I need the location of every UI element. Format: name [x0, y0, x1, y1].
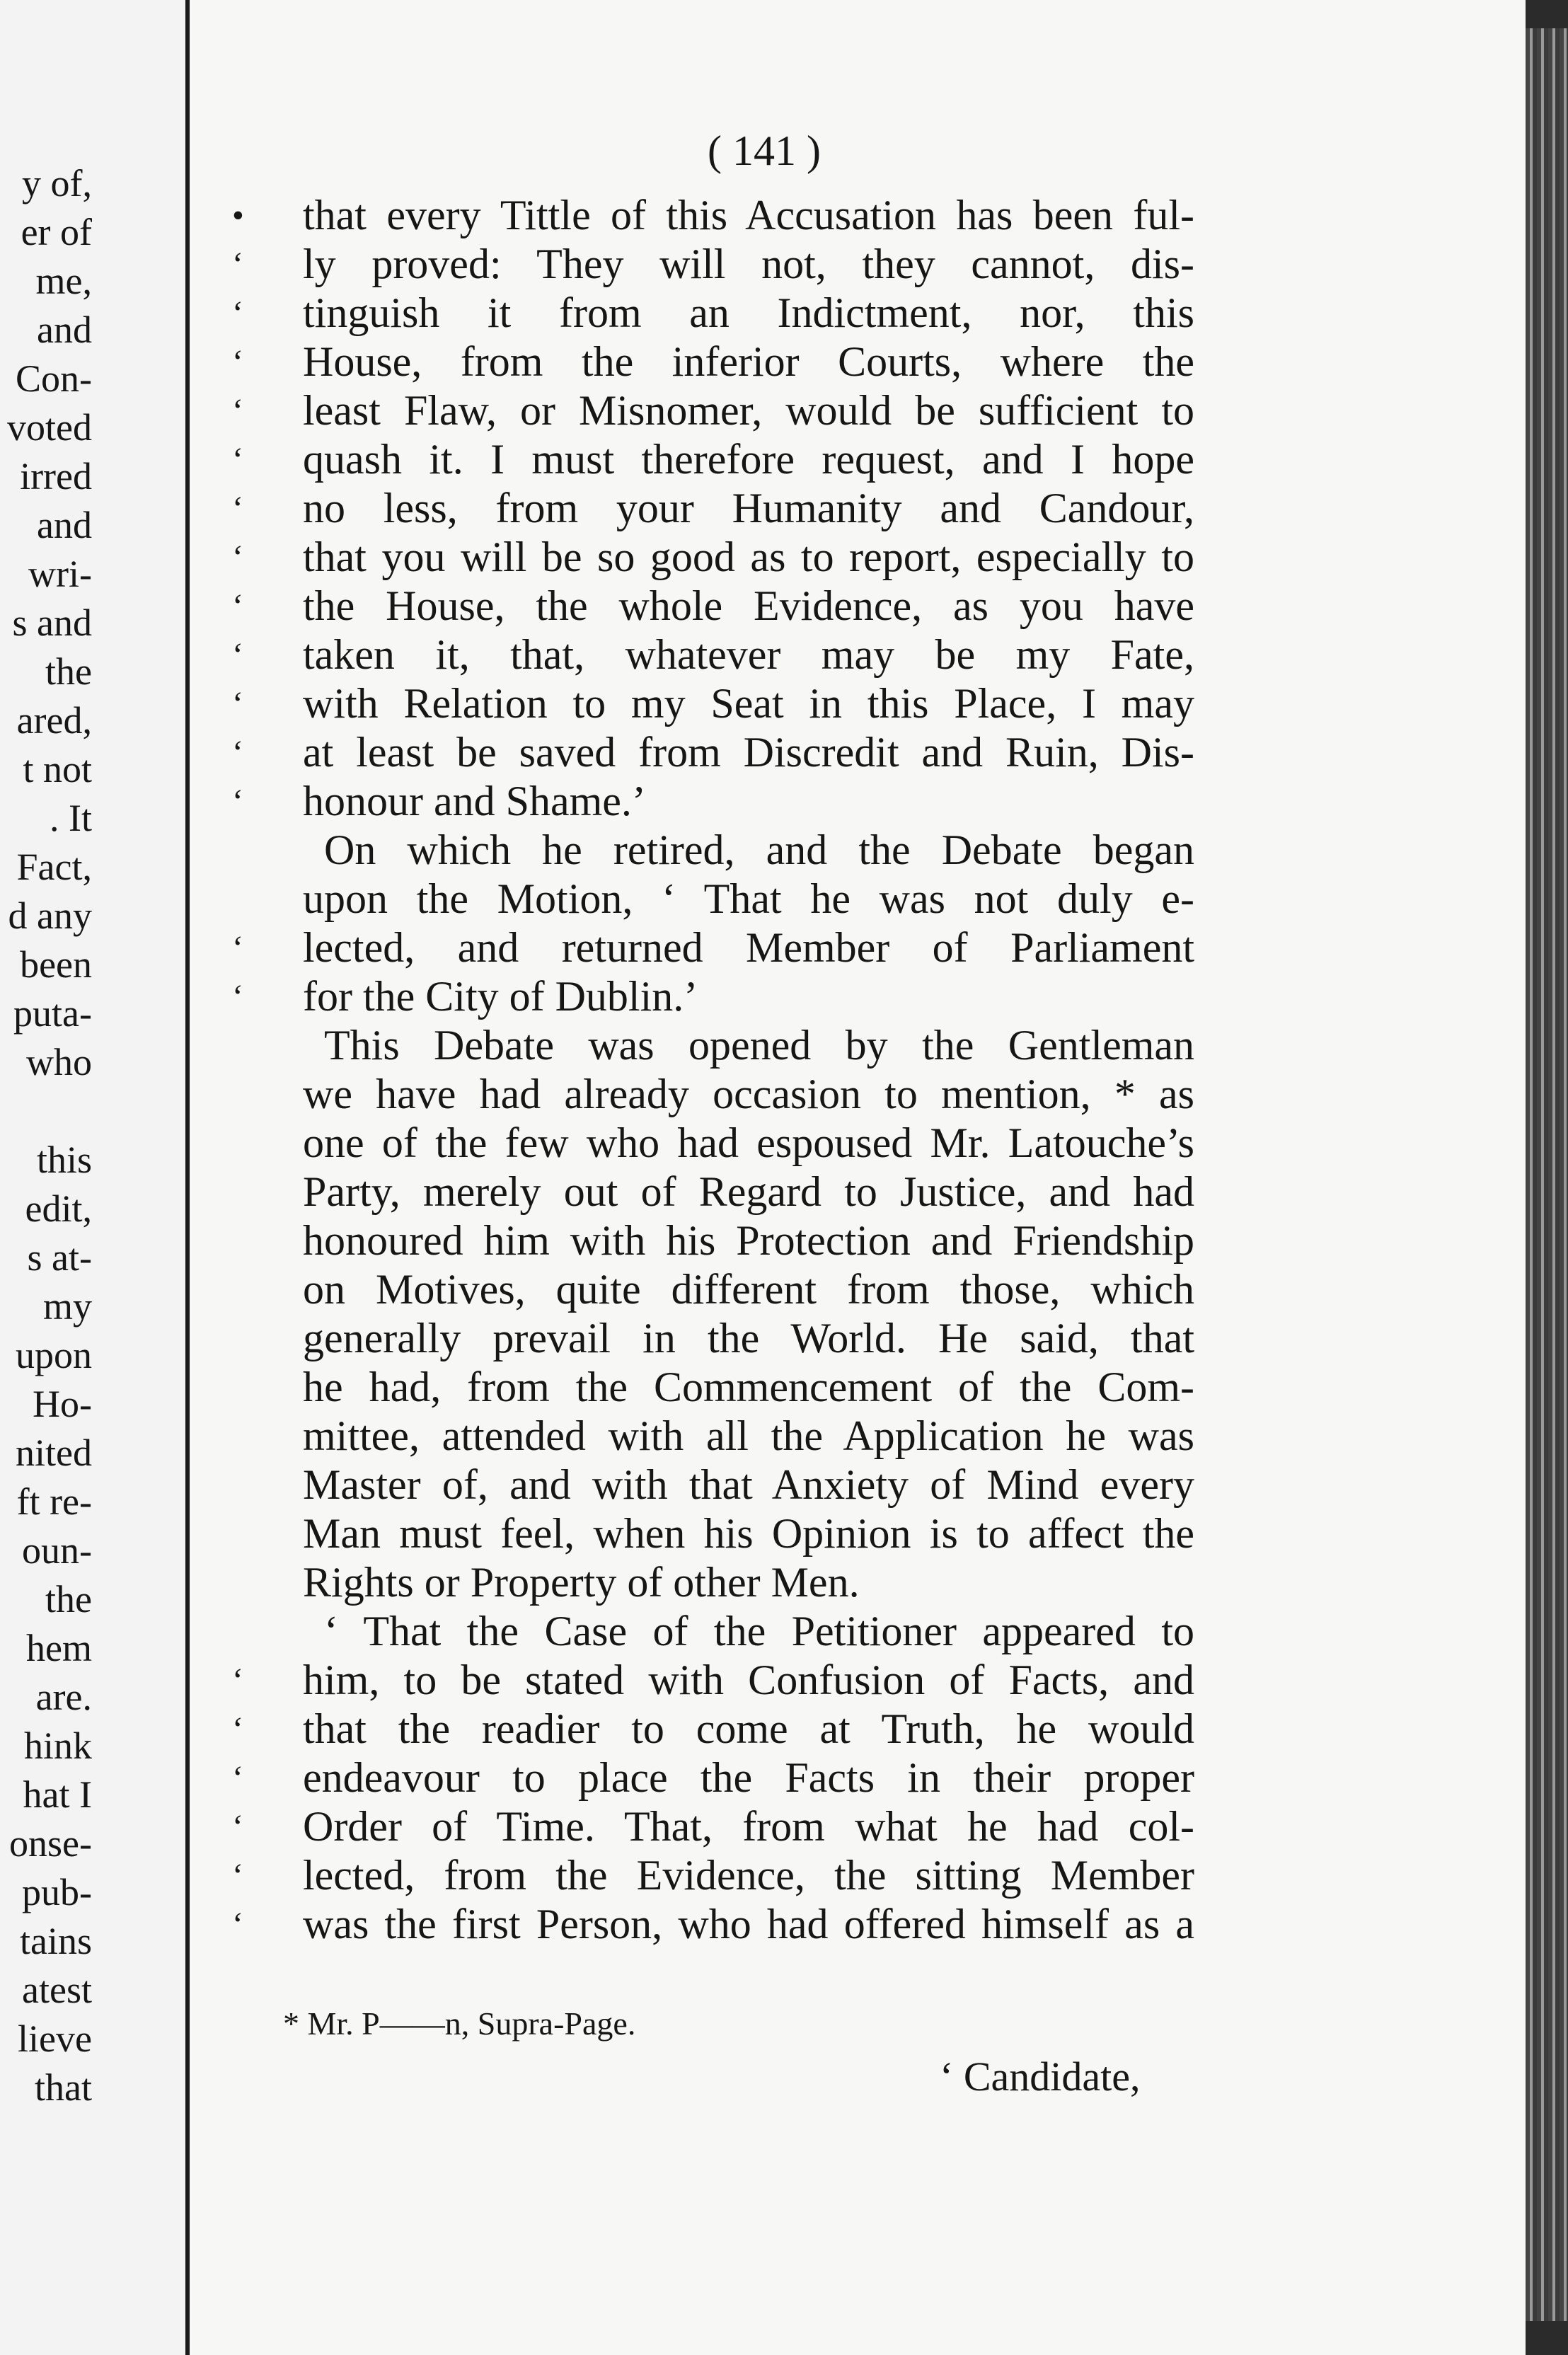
text-line [232, 338, 1194, 386]
text-line [260, 875, 1194, 923]
left-fragment: t not [23, 748, 92, 790]
text-line [232, 582, 1194, 631]
left-fragment: wri- [28, 553, 92, 595]
quote-mark: ‘ [232, 783, 243, 820]
line-text: This Debate was opened by the Gentleman [324, 1022, 1194, 1069]
left-fragment: Ho- [33, 1383, 92, 1425]
text-line [260, 1314, 1194, 1363]
line-text: tinguish it from an Indictment, nor, this [303, 289, 1194, 336]
line-text: Master of, and with that Anxiety of Mind every [303, 1461, 1194, 1508]
quote-mark: ‘ [232, 539, 243, 576]
left-fragment: are. [35, 1676, 92, 1718]
left-fragment: y of, [22, 162, 92, 205]
line-text: endeavour to place the Facts in their proper [303, 1754, 1194, 1801]
text-line [232, 1754, 1194, 1802]
left-fragment: and [37, 504, 92, 546]
line-text: that the readier to come at Truth, he would [303, 1705, 1194, 1752]
text-line [260, 826, 1194, 875]
left-fragment: s and [12, 601, 92, 644]
left-fragment: ared, [16, 699, 92, 742]
text-line [232, 1656, 1194, 1705]
page-number: ( 141 ) [708, 127, 821, 174]
left-fragment: ft re- [16, 1480, 92, 1523]
text-line [260, 1119, 1194, 1168]
text-line [260, 1168, 1194, 1216]
left-fragment: onse- [9, 1822, 92, 1865]
left-fragment: the [45, 1578, 92, 1620]
left-fragment: nited [16, 1432, 92, 1474]
quote-mark: ‘ [232, 1857, 243, 1894]
footnote: * Mr. P——n, Supra-Page. [283, 2005, 636, 2042]
line-text: ‘ That the Case of the Petitioner appeared to [324, 1608, 1194, 1654]
quote-mark: ‘ [232, 929, 243, 967]
quote-mark: ‘ [232, 636, 243, 674]
text-line [232, 191, 1194, 240]
quote-mark: ‘ [232, 1808, 243, 1846]
line-text: Rights or Property of other Men. [303, 1559, 860, 1606]
quote-mark: ‘ [232, 246, 243, 283]
left-fragment: pub- [22, 1871, 92, 1913]
quote-mark: ‘ [232, 978, 243, 1015]
left-fragment: hat I [23, 1773, 92, 1816]
line-text: him, to be stated with Confusion of Facts, and [303, 1657, 1194, 1703]
text-line [260, 1363, 1194, 1412]
quote-mark: ‘ [232, 343, 243, 381]
body-text [232, 191, 1194, 1949]
left-fragment: this [36, 1139, 92, 1181]
text-line [260, 1509, 1194, 1558]
line-text: on Motives, quite different from those, which [303, 1266, 1194, 1313]
text-line [232, 777, 1194, 826]
text-line [232, 289, 1194, 338]
left-page [0, 0, 185, 2355]
line-text: taken it, that, whatever may be my Fate, [303, 631, 1194, 678]
left-fragment: puta- [13, 992, 92, 1035]
line-text: Man must feel, when his Opinion is to affect the [303, 1510, 1194, 1557]
line-text: lected, and returned Member of Parliament [303, 924, 1194, 971]
text-line [232, 631, 1194, 679]
left-fragment: that [35, 2066, 92, 2109]
line-text: lected, from the Evidence, the sitting Member [303, 1852, 1194, 1899]
text-line [260, 1412, 1194, 1461]
page-edges [1526, 28, 1568, 2321]
quote-mark: ‘ [232, 392, 243, 430]
left-fragment: my [42, 1285, 92, 1328]
quote-mark: ‘ [232, 734, 243, 771]
left-fragment: irred [20, 455, 92, 497]
left-page-text-fragments [0, 159, 92, 2112]
quote-mark: ‘ [232, 1906, 243, 1943]
left-fragment: and [37, 309, 92, 351]
text-line [232, 1705, 1194, 1754]
text-line [232, 679, 1194, 728]
left-fragment: hem [26, 1627, 92, 1669]
text-line [232, 240, 1194, 289]
line-text: we have had already occasion to mention, * as [303, 1071, 1194, 1117]
text-line [260, 1607, 1194, 1656]
line-text: the House, the whole Evidence, as you have [303, 582, 1194, 629]
text-line [260, 1558, 1194, 1607]
line-text: was the first Person, who had offered himself as a [303, 1901, 1194, 1947]
left-fragment: voted [7, 406, 92, 449]
left-fragment: the [45, 650, 92, 693]
left-fragment: Fact, [16, 846, 92, 888]
text-line [232, 923, 1194, 972]
line-text: that you will be so good as to report, especially to [303, 534, 1194, 580]
left-fragment: atest [22, 1969, 92, 2011]
line-text: generally prevail in the World. He said, that [303, 1315, 1194, 1361]
quote-mark: ‘ [232, 1662, 243, 1699]
text-line [260, 1216, 1194, 1265]
quote-mark: ‘ [232, 294, 243, 332]
left-fragment: upon [16, 1334, 92, 1376]
line-text: he had, from the Commencement of the Com- [303, 1364, 1194, 1410]
left-fragment: lieve [18, 2017, 92, 2060]
left-fragment: edit, [25, 1187, 92, 1230]
left-fragment [0, 1087, 92, 1136]
quote-mark: ‘ [232, 1710, 243, 1748]
left-fragment: . It [50, 797, 92, 839]
line-text: House, from the inferior Courts, where the [303, 338, 1194, 385]
quote-mark: ‘ [232, 685, 243, 722]
line-text: upon the Motion, ‘ That he was not duly e- [303, 875, 1194, 922]
text-line [232, 1851, 1194, 1900]
line-text: with Relation to my Seat in this Place, I may [303, 680, 1194, 727]
left-fragment: me, [35, 260, 92, 302]
text-line [260, 1070, 1194, 1119]
quote-mark: ‘ [232, 587, 243, 625]
left-fragment: oun- [22, 1529, 92, 1572]
quote-mark: • [232, 197, 244, 234]
left-fragment: s at- [27, 1236, 92, 1279]
line-text: Order of Time. That, from what he had col- [303, 1803, 1194, 1850]
line-text: least Flaw, or Misnomer, would be sufficient to [303, 387, 1194, 434]
line-text: one of the few who had espoused Mr. Latouche’s [303, 1119, 1194, 1166]
text-line [232, 1900, 1194, 1949]
line-text: mittee, attended with all the Application he was [303, 1412, 1194, 1459]
text-line [260, 1461, 1194, 1509]
text-line [232, 533, 1194, 582]
line-text: honour and Shame.’ [303, 778, 646, 824]
text-line [232, 972, 1194, 1021]
line-text: Party, merely out of Regard to Justice, and had [303, 1168, 1194, 1215]
line-text: no less, from your Humanity and Candour, [303, 485, 1194, 531]
left-fragment: d any [8, 894, 92, 937]
line-text: at least be saved from Discredit and Ruin, Dis- [303, 729, 1194, 776]
line-text: On which he retired, and the Debate began [324, 827, 1194, 873]
text-line [260, 1021, 1194, 1070]
left-fragment: Con- [16, 357, 92, 400]
text-line [232, 484, 1194, 533]
quote-mark: ‘ [232, 441, 243, 478]
text-line [260, 1265, 1194, 1314]
left-fragment: er of [21, 211, 92, 253]
quote-mark: ‘ [232, 1759, 243, 1797]
line-text: quash it. I must therefore request, and I hope [303, 436, 1194, 483]
text-line [232, 386, 1194, 435]
line-text: that every Tittle of this Accusation has been ful- [303, 192, 1194, 238]
line-text: ly proved: They will not, they cannot, dis- [303, 241, 1194, 287]
left-fragment: been [20, 943, 92, 986]
text-line [232, 1802, 1194, 1851]
line-text: for the City of Dublin.’ [303, 973, 698, 1020]
text-line [232, 435, 1194, 484]
catchword: ‘ Candidate, [940, 2054, 1141, 2100]
left-fragment: who [26, 1041, 92, 1083]
quote-mark: ‘ [232, 490, 243, 527]
left-fragment: tains [20, 1920, 92, 1962]
line-text: honoured him with his Protection and Friendship [303, 1217, 1194, 1264]
left-fragment: hink [23, 1724, 92, 1767]
text-line [232, 728, 1194, 777]
